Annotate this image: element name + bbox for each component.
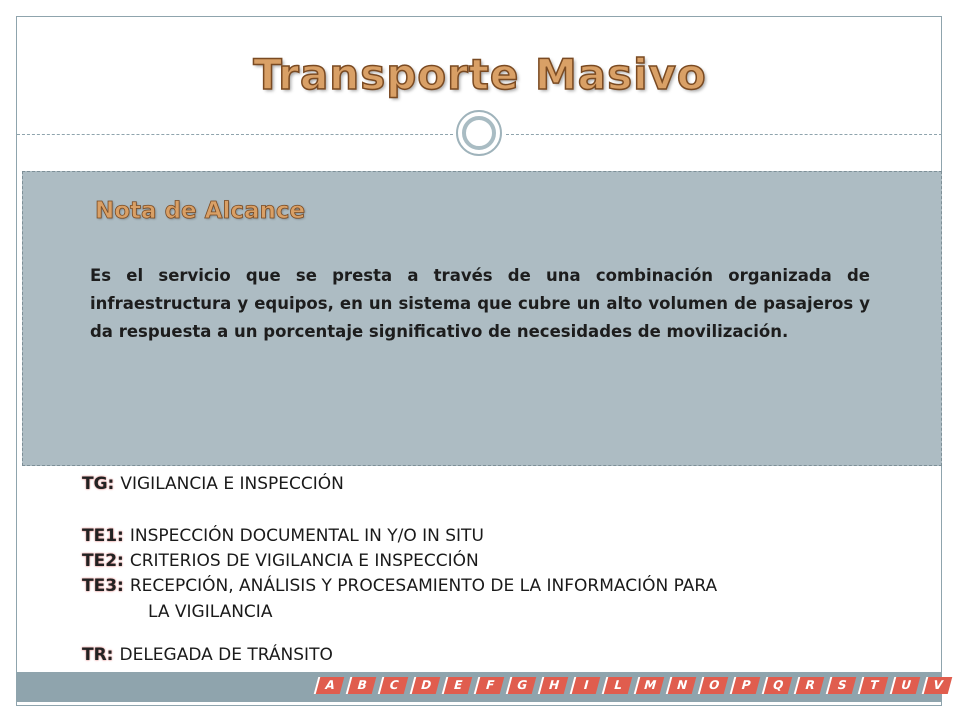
- scope-note-heading: Nota de Alcance: [95, 198, 306, 224]
- alphabet-letter-m[interactable]: M: [634, 677, 665, 694]
- alphabet-letter-t[interactable]: T: [858, 677, 889, 694]
- alphabet-letter-h[interactable]: H: [538, 677, 569, 694]
- alphabet-letter-p[interactable]: P: [730, 677, 761, 694]
- term-code: TR:: [82, 645, 114, 665]
- term-value[interactable]: DELEGADA DE TRÁNSITO: [119, 645, 333, 665]
- alphabet-letter-s[interactable]: S: [826, 677, 857, 694]
- alphabet-letter-n[interactable]: N: [666, 677, 697, 694]
- alphabet-nav: [316, 677, 950, 694]
- term-te3: [82, 576, 717, 596]
- alphabet-letter-f[interactable]: F: [474, 677, 505, 694]
- alphabet-letter-l[interactable]: L: [602, 677, 633, 694]
- alphabet-letter-d[interactable]: D: [410, 677, 441, 694]
- alphabet-letter-c[interactable]: C: [378, 677, 409, 694]
- alphabet-letter-o[interactable]: O: [698, 677, 729, 694]
- alphabet-letter-b[interactable]: B: [346, 677, 377, 694]
- term-tr: [82, 645, 333, 665]
- alphabet-letter-e[interactable]: E: [442, 677, 473, 694]
- term-code: TE3:: [82, 576, 124, 596]
- alphabet-letter-r[interactable]: R: [794, 677, 825, 694]
- term-value[interactable]: INSPECCIÓN DOCUMENTAL IN Y/O IN SITU: [129, 526, 484, 546]
- scope-note-text: Es el servicio que se presta a través de una combinación organizada de infraestructura y equipos, en un sistema que cubre un alto volumen de pasajeros y da respuesta a un porcentaje significativo de necesidades de movilización.: [90, 266, 870, 341]
- term-code: TE2:: [82, 551, 124, 571]
- page-title: Transporte Masivo: [253, 50, 707, 99]
- alphabet-letter-u[interactable]: U: [890, 677, 921, 694]
- term-te2: [82, 551, 479, 571]
- term-value[interactable]: VIGILANCIA E INSPECCIÓN: [120, 474, 344, 494]
- term-value[interactable]: CRITERIOS DE VIGILANCIA E INSPECCIÓN: [129, 551, 479, 571]
- alphabet-letter-g[interactable]: G: [506, 677, 537, 694]
- term-te3-continuation[interactable]: LA VIGILANCIA: [148, 602, 273, 622]
- alphabet-letter-q[interactable]: Q: [762, 677, 793, 694]
- alphabet-letter-i[interactable]: I: [570, 677, 601, 694]
- alphabet-letter-v[interactable]: V: [922, 677, 953, 694]
- term-code: TG:: [82, 474, 115, 494]
- term-te1: [82, 526, 484, 546]
- divider-left: [17, 134, 453, 135]
- term-code: TE1:: [82, 526, 124, 546]
- divider-right: [506, 134, 942, 135]
- circle-ornament-icon: [456, 110, 502, 156]
- term-value[interactable]: RECEPCIÓN, ANÁLISIS Y PROCESAMIENTO DE LA INFORMACIÓN PARA: [129, 576, 718, 596]
- alphabet-letter-a[interactable]: A: [314, 677, 345, 694]
- term-tg: [82, 474, 344, 494]
